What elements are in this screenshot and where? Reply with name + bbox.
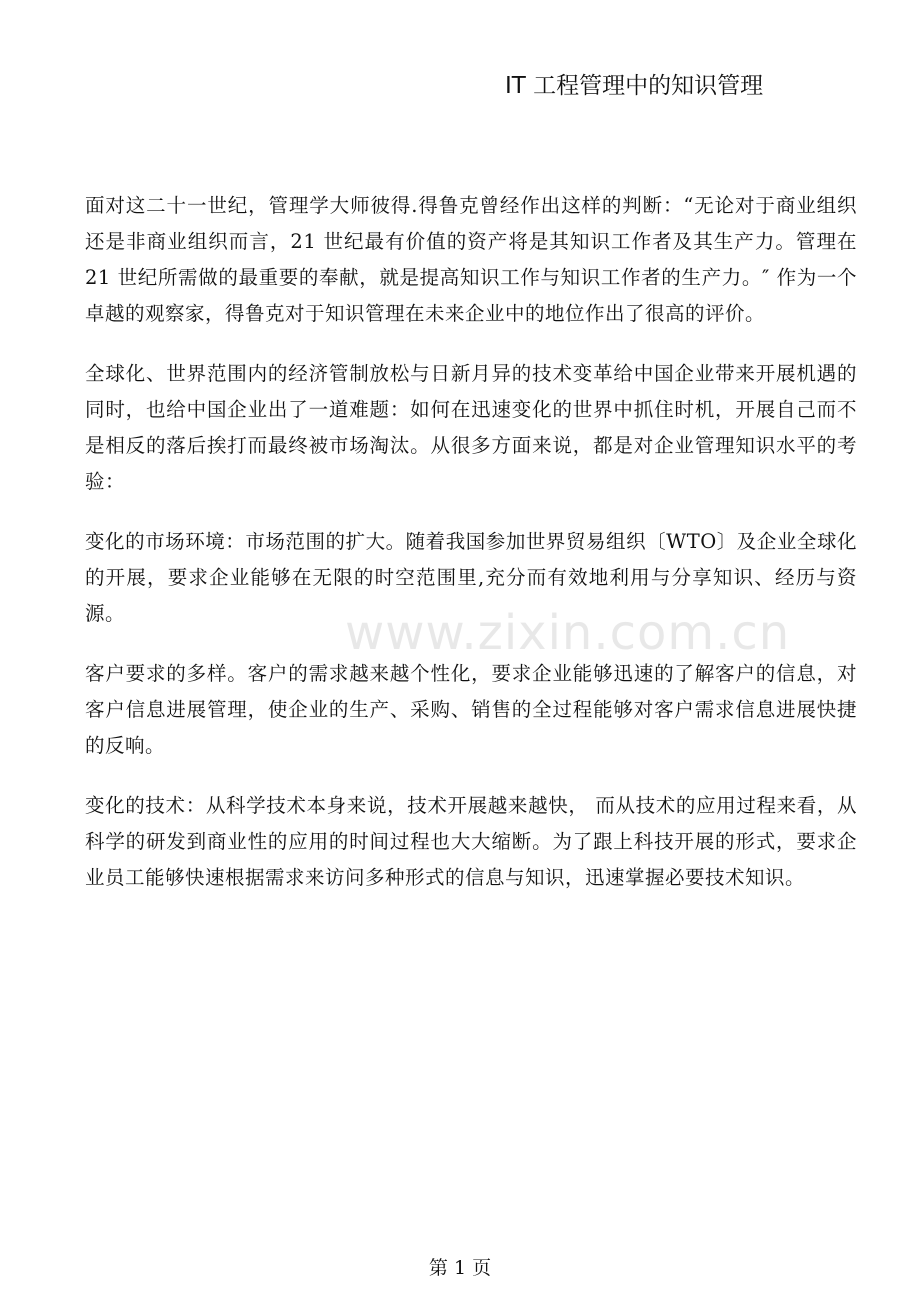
- paragraph-5: 变化的技术：从科学技术本身来说，技术开展越来越快， 而从技术的应用过程来看，从科学的研发到商业性的应用的时间过程也大大缩断。为了跟上科技开展的形式，要求企业员工能够快速根据需求来访问多种形式的信息与知识，迅速掌握必要技术知识。: [85, 794, 857, 889]
- document-title: IT 工程管理中的知识管理: [505, 73, 764, 99]
- paragraph-2: 全球化、世界范围内的经济管制放松与日新月异的技术变革给中国企业带来开展机遇的同时，也给中国企业出了一道难题：如何在迅速变化的世界中抓住时机，开展自己而不是相反的落后挨打而最终被市场淘汰。从很多方面来说，都是对企业管理知识水平的考验：: [85, 362, 857, 493]
- watermark: www.zixin.com.cn: [345, 605, 791, 661]
- paragraph-1: 面对这二十一世纪，管理学大师彼得.得鲁克曾经作出这样的判断：“无论对于商业组织还是非商业组织而言，21 世纪最有价值的资产将是其知识工作者及其生产力。管理在 21 世纪所需做的最重要的奉献，就是提高知识工作与知识工作者的生产力。″ 作为一个卓越的观察家，得鲁克对于知识管理在未来企业中的地位作出了很高的评价。: [85, 194, 857, 325]
- paragraph-3: 变化的市场环境：市场范围的扩大。随着我国参加世界贸易组织〔WTO〕及企业全球化的开展，要求企业能够在无限的时空范围里,充分而有效地利用与分享知识、经历与资源。: [85, 530, 857, 625]
- page-number: 第 1 页: [428, 1257, 492, 1279]
- document-body: [85, 188, 857, 920]
- paragraph-4: 客户要求的多样。客户的需求越来越个性化，要求企业能够迅速的了解客户的信息，对客户信息进展管理，使企业的生产、采购、销售的全过程能够对客户需求信息进展快捷的反响。: [85, 662, 857, 757]
